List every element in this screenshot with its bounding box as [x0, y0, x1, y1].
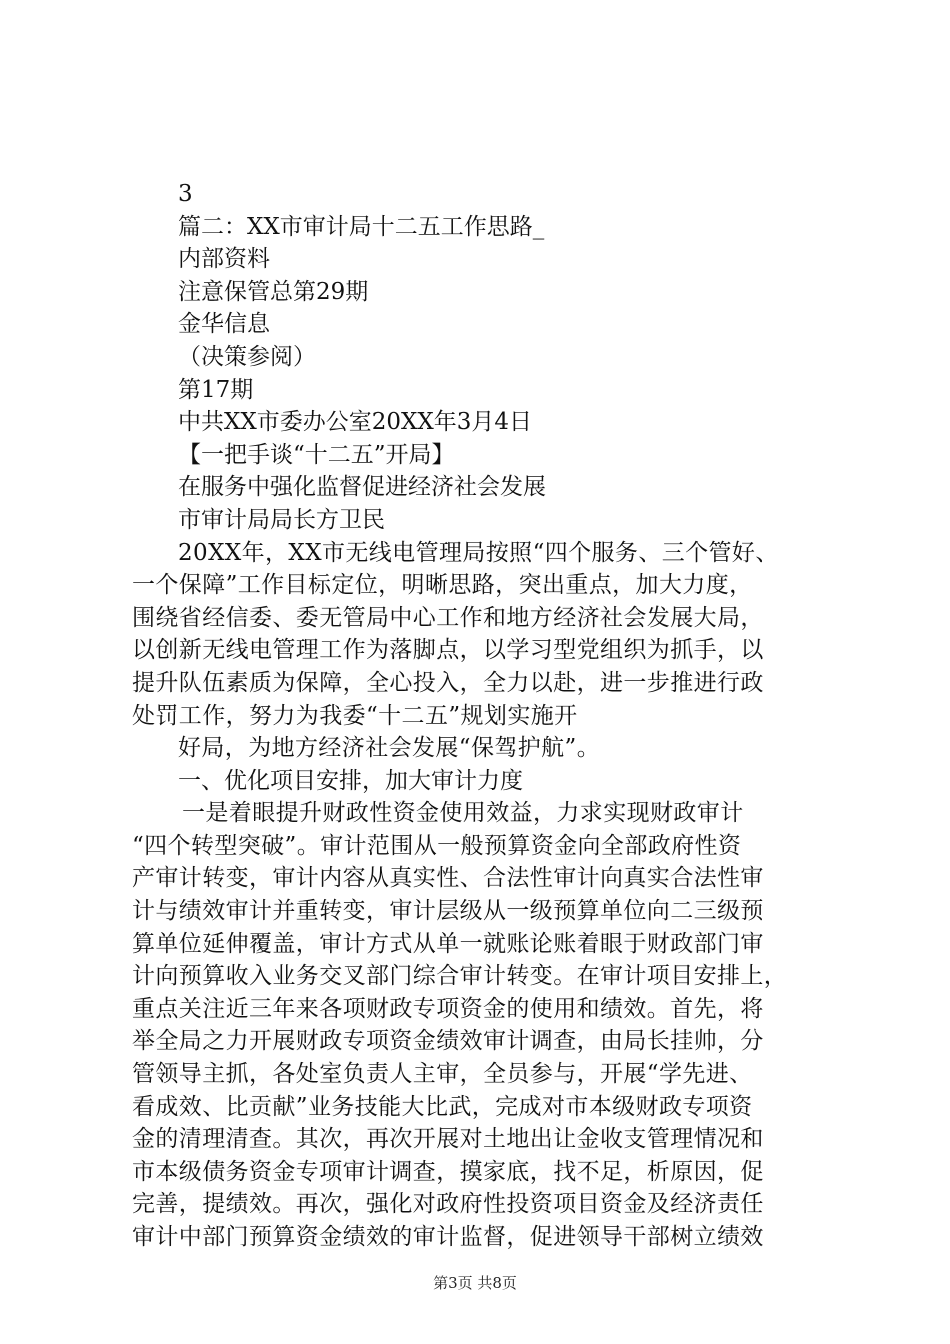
publication-name: 金华信息	[178, 311, 270, 338]
section-heading: 一、优化项目安排，加大审计力度	[178, 767, 523, 794]
paragraph-line: 看成效、比贡献”业务技能大比武，完成对市本级财政专项资	[132, 1093, 753, 1120]
paragraph-line: 处罚工作，努力为我委“十二五”规划实施开	[132, 702, 578, 729]
paragraph-line: 举全局之力开展财政专项资金绩效审计调查，由局长挂帅，分	[132, 1028, 764, 1055]
issuer-date: 中共XX市委办公室20XX年3月4日	[178, 409, 533, 436]
paragraph-line: 提升队伍素质为保障，全心投入，全力以赴，进一步推进行政	[132, 669, 764, 696]
paragraph-line: 20XX年，XX市无线电管理局按照“四个服务、三个管好、	[178, 539, 779, 566]
paragraph-line: 完善，提绩效。再次，强化对政府性投资项目资金及经济责任	[132, 1191, 764, 1218]
publication-subtitle: （决策参阅）	[178, 343, 316, 370]
paragraph-line: 重点关注近三年来各项财政专项资金的使用和绩效。首先，将	[132, 995, 764, 1022]
author-line: 市审计局局长方卫民	[178, 506, 385, 533]
paragraph-line: 围绕省经信委、委无管局中心工作和地方经济社会发展大局，	[132, 604, 764, 631]
paragraph-line: 金的清理清查。其次，再次开展对土地出让金收支管理情况和	[132, 1126, 764, 1153]
paragraph-line: 市本级债务资金专项审计调查，摸家底，找不足，析原因，促	[132, 1158, 764, 1185]
article-title: 篇二：XX市审计局十二五工作思路_	[178, 213, 545, 240]
paragraph-line: 管领导主抓，各处室负责人主审，全员参与，开展“学先进、	[132, 1061, 753, 1088]
paragraph-3	[132, 797, 832, 1253]
paragraph-line: 产审计转变，审计内容从真实性、合法性审计向真实合法性审	[132, 865, 764, 892]
paragraph-line: “四个转型突破”。审计范围从一般预算资金向全部政府性资	[132, 832, 742, 859]
paragraph-line: 计向预算收入业务交叉部门综合审计转变。在审计项目安排上，	[132, 963, 788, 990]
paragraph-line: 一是着眼提升财政性资金使用效益，力求实现财政审计	[182, 800, 744, 827]
doc-issue-total: 注意保管总第29期	[178, 278, 369, 305]
paragraph-2: 好局，为地方经济社会发展“保驾护航”。	[178, 735, 601, 762]
article-headline: 在服务中强化监督促进经济社会发展	[178, 474, 546, 501]
paragraph-line: 算单位延伸覆盖，审计方式从单一就账论账着眼于财政部门审	[132, 930, 764, 957]
document-body	[132, 178, 832, 1254]
doc-classification: 内部资料	[178, 246, 270, 273]
paragraph-line: 计与绩效审计并重转变，审计层级从一级预算单位向二三级预	[132, 898, 764, 925]
paragraph-1	[132, 537, 832, 733]
page-footer: 第3页 共8页	[433, 1274, 517, 1292]
issue-number: 第17期	[178, 376, 254, 403]
paragraph-line: 一个保障”工作目标定位，明晰思路，突出重点，加大力度，	[132, 572, 753, 599]
paragraph-line: 以创新无线电管理工作为落脚点，以学习型党组织为抓手，以	[132, 637, 764, 664]
column-heading: 【一把手谈“十二五”开局】	[178, 441, 455, 468]
paragraph-line: 审计中部门预算资金绩效的审计监督，促进领导干部树立绩效	[132, 1224, 764, 1250]
page-number-marker: 3	[178, 181, 193, 207]
